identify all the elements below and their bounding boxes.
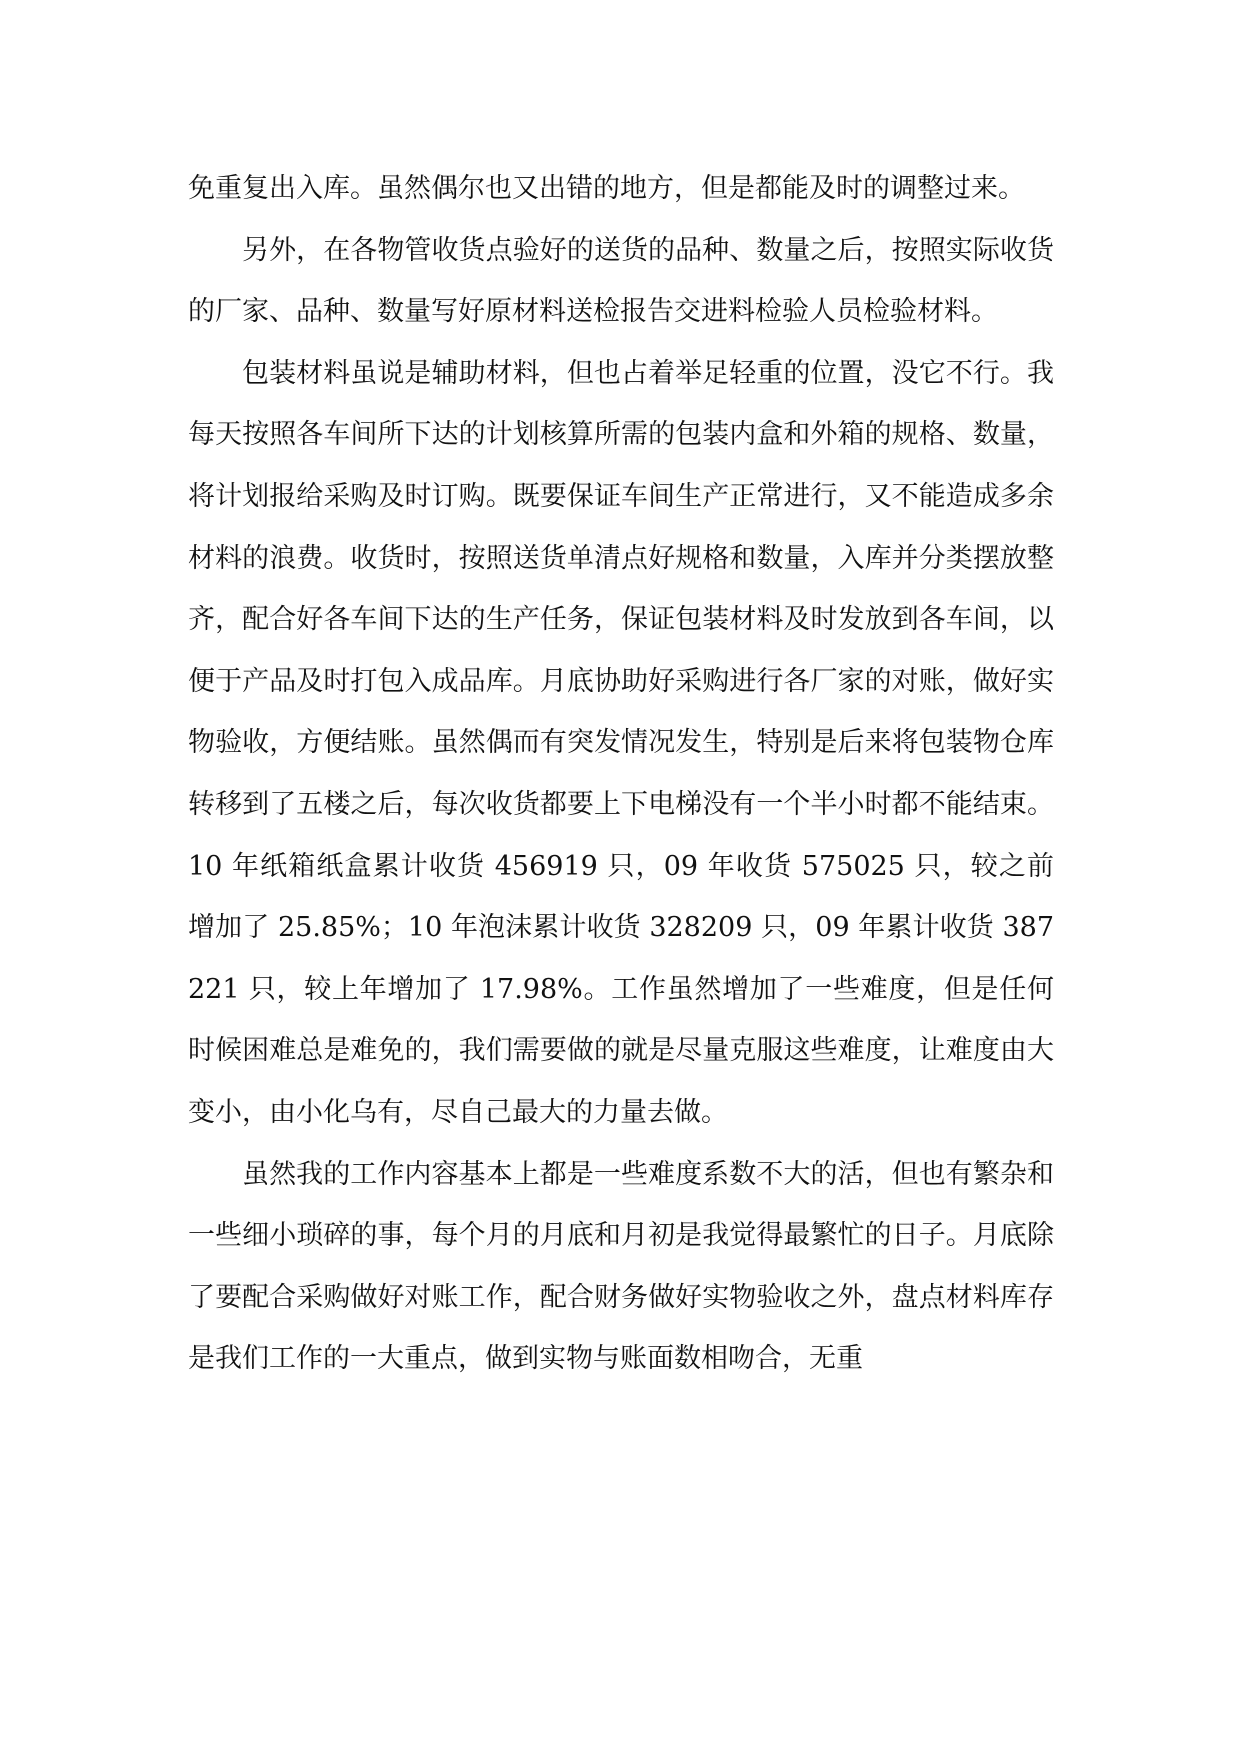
document-page bbox=[188, 158, 1054, 1390]
paragraph-monthly-work: 虽然我的工作内容基本上都是一些难度系数不大的活，但也有繁杂和一些细小琐碎的事，每个月的月底和月初是我觉得最繁忙的日子。月底除了要配合采购做好对账工作，配合财务做好实物验收之外，盘点材料库存是我们工作的一大重点，做到实物与账面数相吻合，无重 bbox=[188, 1158, 1054, 1375]
paragraph-continuation: 免重复出入库。虽然偶尔也又出错的地方，但是都能及时的调整过来。 bbox=[188, 173, 1025, 204]
paragraph-inspection: 另外，在各物管收货点验好的送货的品种、数量之后，按照实际收货的厂家、品种、数量写好原材料送检报告交进料检验人员检验材料。 bbox=[188, 234, 1054, 328]
paragraph-packaging-materials: 包装材料虽说是辅助材料，但也占着举足轻重的位置，没它不行。我每天按照各车间所下达的计划核算所需的包装内盒和外箱的规格、数量，将计划报给采购及时订购。既要保证车间生产正常进行，又不能造成多余材料的浪费。收货时，按照送货单清点好规格和数量，入库并分类摆放整齐，配合好各车间下达的生产任务，保证包装材料及时发放到各车间，以便于产品及时打包入成品库。月底协助好采购进行各厂家的对账，做好实物验收，方便结账。虽然偶而有突发情况发生，特别是后来将包装物仓库转移到了五楼之后，每次收货都要上下电梯没有一个半小时都不能结束。10 年纸箱纸盒累计收货 456919 只，09 年收货 575025 只，较之前增加了 25.85%；10 年泡沫累计收货 328209 只，09 年累计收货 387221 只，较上年增加了 17.98%。工作虽然增加了一些难度，但是任何时候困难总是难免的，我们需要做的就是尽量克服这些难度，让难度由大变小，由小化乌有，尽自己最大的力量去做。 bbox=[188, 357, 1054, 1128]
